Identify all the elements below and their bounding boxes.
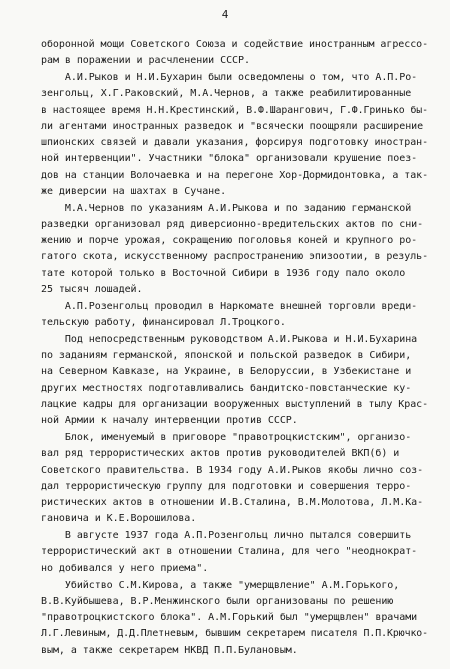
text-line: А.П.Розенгольц проводил в Наркомате внешней торговли вреди- <box>41 300 418 312</box>
text-line: Убийство С.М.Кирова, а также "умерщвление" А.М.Горького, <box>41 579 400 591</box>
text-line: же диверсии на шахтах в Сучане. <box>41 185 227 197</box>
text-line: гановича и К.Е.Ворошилова. <box>41 513 197 525</box>
text-line: ной интервенции". Участники "блока" организовали крушение поез- <box>41 153 418 165</box>
text-line: других местностях подготавливались бандитско-повстанческие ку- <box>41 382 412 394</box>
text-line: ной Армии к началу интервенции против СССР. <box>41 415 298 427</box>
text-line: гатого скота, искусственному распространению эпизоотии, в резуль- <box>41 251 429 263</box>
text-line: В августе 1937 года А.П.Розенгольц лично пытался совершить <box>41 530 412 542</box>
text-line: разведки организовал ряд диверсионно-вредительских актов по сни- <box>41 218 424 230</box>
text-line: В.В.Куйбышева, В.Р.Менжинского были организованы по решению <box>41 595 394 607</box>
text-line: ристических актов в отношении И.В.Сталина, В.М.Молотова, Л.М.Ка- <box>41 497 424 508</box>
text-line: шпионских связей и давали указания, форсируя подготовку иностран- <box>41 137 429 149</box>
text-line: Блок, именуемый в приговоре "правотроцкистским", организо- <box>41 432 412 443</box>
text-line: но добивался у него приема". <box>41 562 209 574</box>
text-line: лацкие кадры для организации вооруженных выступлений в тылу Крас- <box>41 398 429 410</box>
text-line: А.И.Рыков и Н.И.Бухарин были осведомлены о том, что А.П.Ро- <box>41 72 418 84</box>
text-line: рам в поражении и расчленении СССР. <box>41 55 250 67</box>
text-line: террористический акт в отношении Сталина, для чего "неоднократ- <box>41 546 418 558</box>
text-line: в настоящее время Н.Н.Крестинский, В.Ф.Шарангович, Г.Ф.Гринько бы- <box>41 104 429 116</box>
page-number: 4 <box>221 8 229 21</box>
text-line: оборонной мощи Советского Союза и содействие иностранным агрессо- <box>41 39 429 50</box>
text-line: "правотроцкистского блока". А.М.Горький был "умерщвлен" врачами <box>41 612 418 623</box>
text-line: тате которой только в Восточной Сибири в 1936 году пало около <box>41 267 406 279</box>
text-line: дал террористическую группу для подготовки и совершения терро- <box>41 480 412 492</box>
text-line: Советского правительства. В 1934 году А.И.Рыков якобы лично соз- <box>41 464 424 476</box>
text-line: вал ряд террористических актов против руководителей ВКП(б) и <box>41 448 400 460</box>
text-line: вым, а также секретарем НКВД П.П.Булановым. <box>41 644 298 656</box>
text-line: тельскую работу, финансировал Л.Троцкого. <box>41 317 286 329</box>
text-line: дов на станции Волочаевка и на перегоне Хор-Дормидонтовка, а так- <box>41 169 429 181</box>
text-line: Под непосредственным руководством А.И.Рыкова и Н.И.Бухарина <box>41 333 418 345</box>
text-line: ли агентами иностранных разведок и "всячески поощряли расширение <box>41 120 424 132</box>
text-line: на Северном Кавказе, на Украине, в Белоруссии, в Узбекистане и <box>41 366 412 378</box>
text-line: Л.Г.Левиным, Д.Д.Плетневым, бывшим секретарем писателя П.П.Крючко- <box>41 628 429 640</box>
text-line: 25 тысяч лошадей. <box>41 283 143 295</box>
text-line: по заданиям германской, японской и польской разведок в Сибири, <box>41 350 412 362</box>
text-line: М.А.Чернов по указаниям А.И.Рыкова и по заданию германской <box>41 202 412 214</box>
text-line: жению и порче урожая, сокращению поголовья коней и крупного ро- <box>41 235 418 247</box>
text-line: зенгольц, Х.Г.Раковский, М.А.Чернов, а также реабилитированные <box>41 88 412 100</box>
